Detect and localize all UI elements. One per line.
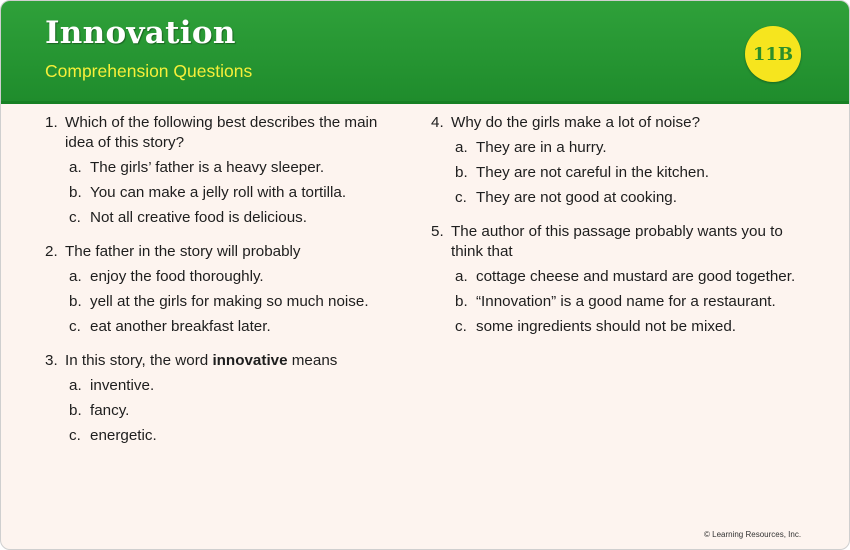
option-label: a. xyxy=(69,268,82,285)
answer-options xyxy=(451,267,805,337)
answer-option xyxy=(451,292,805,312)
card-subtitle: Comprehension Questions xyxy=(45,61,253,81)
question-number: 4. xyxy=(431,114,444,131)
question-4 xyxy=(425,113,805,208)
option-label: b. xyxy=(455,293,468,310)
question-text-part: means xyxy=(287,352,338,369)
card-number-badge: 11B xyxy=(745,26,801,82)
question-text: The father in the story will probably xyxy=(65,243,301,260)
answer-option xyxy=(65,317,399,337)
option-label: b. xyxy=(69,293,82,310)
option-text: The girls’ father is a heavy sleeper. xyxy=(90,159,325,176)
card-title: Innovation xyxy=(45,15,236,51)
option-text: eat another breakfast later. xyxy=(90,318,271,335)
copyright-notice: © Learning Resources, Inc. xyxy=(704,530,802,539)
answer-option xyxy=(451,188,805,208)
option-label: c. xyxy=(69,318,81,335)
answer-option xyxy=(65,183,399,203)
option-label: b. xyxy=(455,164,468,181)
option-text: They are not good at cooking. xyxy=(476,189,677,206)
question-1 xyxy=(39,113,399,228)
answer-options xyxy=(65,267,399,337)
answer-options xyxy=(65,158,399,228)
option-text: You can make a jelly roll with a tortilla. xyxy=(90,184,347,201)
question-3 xyxy=(39,351,399,446)
option-text: “Innovation” is a good name for a restaurant. xyxy=(476,293,776,310)
option-text: Not all creative food is delicious. xyxy=(90,209,307,226)
option-label: b. xyxy=(69,402,82,419)
answer-option xyxy=(65,292,399,312)
option-label: b. xyxy=(69,184,82,201)
option-text: some ingredients should not be mixed. xyxy=(476,318,737,335)
answer-options xyxy=(65,376,399,446)
question-5 xyxy=(425,222,805,337)
option-label: c. xyxy=(455,318,467,335)
option-label: a. xyxy=(69,377,82,394)
card-header xyxy=(1,1,849,101)
left-column xyxy=(39,113,399,460)
answer-option xyxy=(65,426,399,446)
option-label: c. xyxy=(69,427,81,444)
question-number: 2. xyxy=(45,243,58,260)
answer-option xyxy=(451,163,805,183)
option-label: c. xyxy=(69,209,81,226)
answer-option xyxy=(451,267,805,287)
option-label: c. xyxy=(455,189,467,206)
option-text: inventive. xyxy=(90,377,155,394)
option-label: a. xyxy=(455,139,468,156)
answer-option xyxy=(451,138,805,158)
question-number: 1. xyxy=(45,114,58,131)
answer-options xyxy=(451,138,805,208)
answer-option xyxy=(65,208,399,228)
answer-option xyxy=(451,317,805,337)
option-text: They are in a hurry. xyxy=(476,139,607,156)
right-column xyxy=(425,113,805,351)
option-text: cottage cheese and mustard are good together. xyxy=(476,268,796,285)
option-text: They are not careful in the kitchen. xyxy=(476,164,710,181)
question-number: 3. xyxy=(45,352,58,369)
answer-option xyxy=(65,158,399,178)
option-text: enjoy the food thoroughly. xyxy=(90,268,264,285)
question-text xyxy=(65,351,399,371)
header-divider xyxy=(1,101,849,104)
answer-option xyxy=(65,401,399,421)
option-text: yell at the girls for making so much noise. xyxy=(90,293,369,310)
answer-option xyxy=(65,376,399,396)
vocabulary-word: innovative xyxy=(212,352,288,369)
option-label: a. xyxy=(455,268,468,285)
question-text-part: In this story, the word xyxy=(65,352,213,369)
question-text: Which of the following best describes the main idea of this story? xyxy=(65,114,378,151)
question-text: Why do the girls make a lot of noise? xyxy=(451,114,701,131)
question-2 xyxy=(39,242,399,337)
option-label: a. xyxy=(69,159,82,176)
option-text: energetic. xyxy=(90,427,157,444)
option-text: fancy. xyxy=(90,402,130,419)
question-text: The author of this passage probably wants you to think that xyxy=(451,223,783,260)
answer-option xyxy=(65,267,399,287)
question-number: 5. xyxy=(431,223,444,240)
